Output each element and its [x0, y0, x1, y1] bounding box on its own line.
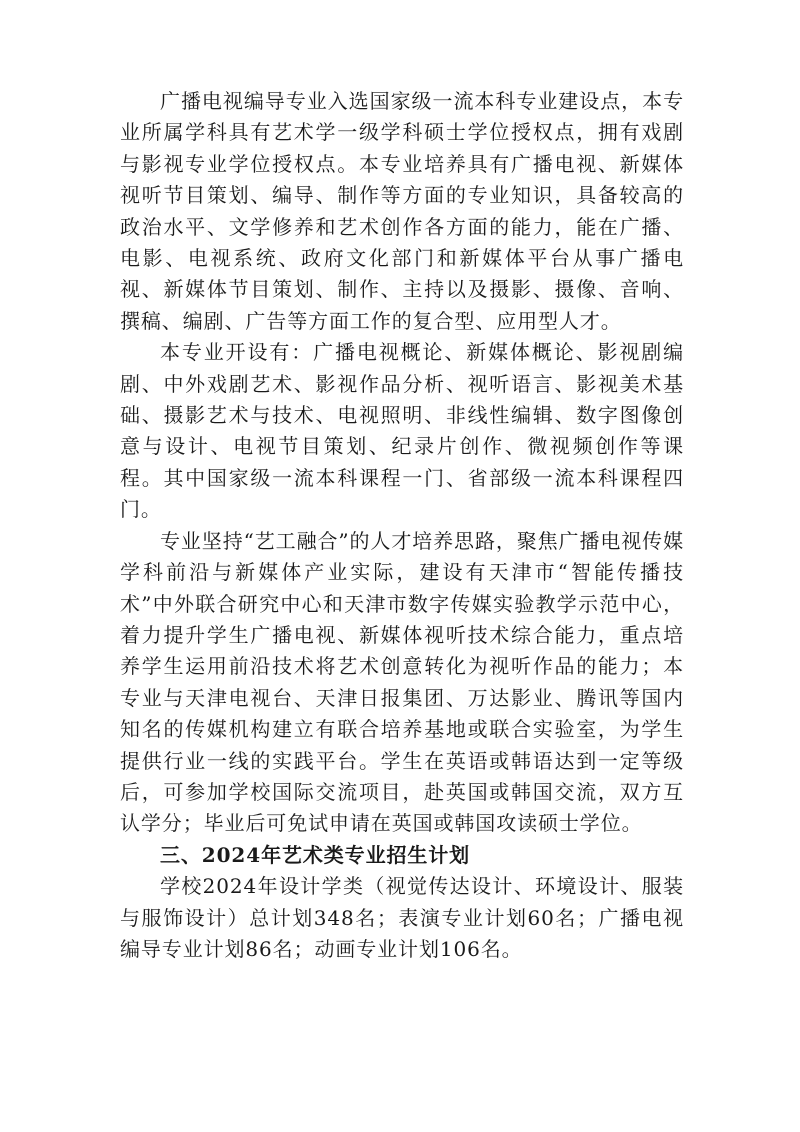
paragraph-training: 专业坚持“艺工融合”的人才培养思路，聚焦广播电视传媒学科前沿与新媒体产业实际，建设有天津市“智能传播技术”中外联合研究中心和天津市数字传媒实验教学示范中心，着力提升学生广播电视、新媒体视听技术综合能力，重点培养学生运用前沿技术将艺术创意转化为视听作品的能力；本专业与天津电视台、天津日报集团、万达影业、腾讯等国内知名的传媒机构建立有联合培养基地或联合实验室，为学生提供行业一线的实践平台。学生在英语或韩语达到一定等级后，可参加学校国际交流项目，赴英国或韩国交流，双方互认学分；毕业后可免试申请在英国或韩国攻读硕士学位。: [120, 528, 684, 836]
paragraph-courses: 本专业开设有：广播电视概论、新媒体概论、影视剧编剧、中外戏剧艺术、影视作品分析、视听语言、影视美术基础、摄影艺术与技术、电视照明、非线性编辑、数字图像创意与设计、电视节目策划、纪录片创作、微视频创作等课程。其中国家级一流本科课程一门、省部级一流本科课程四门。: [120, 340, 684, 522]
section-heading: 三、2024年艺术类专业招生计划: [160, 842, 471, 867]
paragraph-enrollment-plan: 学校2024年设计学类（视觉传达设计、环境设计、服装与服饰设计）总计划348名；表演专业计划60名；广播电视编导专业计划86名；动画专业计划106名。: [120, 874, 684, 961]
document-body: [120, 86, 684, 965]
paragraph-program-intro: 广播电视编导专业入选国家级一流本科专业建设点，本专业所属学科具有艺术学一级学科硕士学位授权点，拥有戏剧与影视专业学位授权点。本专业培养具有广播电视、新媒体视听节目策划、编导、制作等方面的专业知识，具备较高的政治水平、文学修养和艺术创作各方面的能力，能在广播、电影、电视系统、政府文化部门和新媒体平台从事广播电视、新媒体节目策划、制作、主持以及摄影、摄像、音响、撰稿、编剧、广告等方面工作的复合型、应用型人才。: [120, 89, 684, 333]
